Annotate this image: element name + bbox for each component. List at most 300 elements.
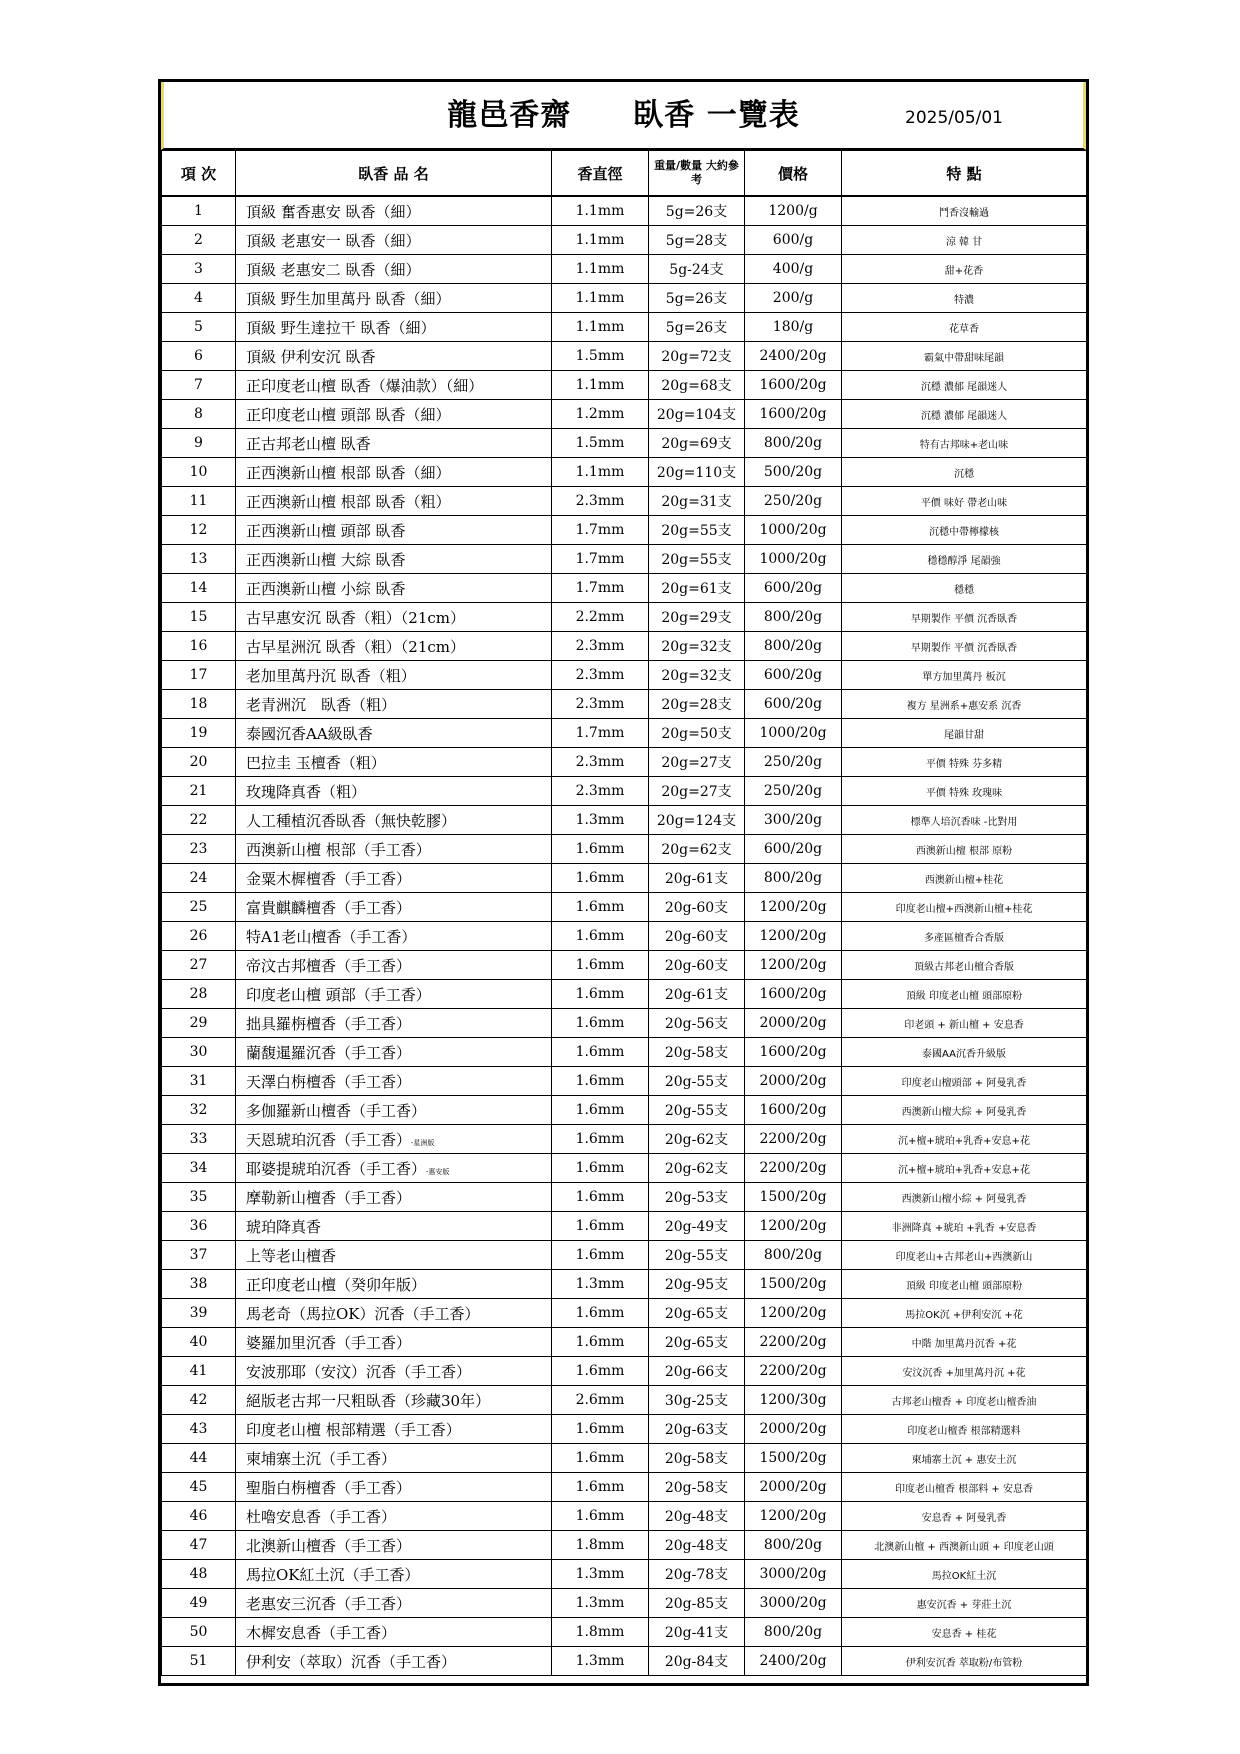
cell-features-text: 特濃 [954, 294, 974, 306]
cell-product-name-text: 正西澳新山檀 根部 臥香（細） [246, 463, 451, 482]
cell-item-no-text: 29 [189, 1015, 208, 1031]
cell-diameter-text: 1.1mm [575, 319, 625, 335]
cell-product-name [236, 1502, 552, 1531]
cell-item-no-text: 48 [189, 1566, 208, 1582]
cell-price [745, 371, 842, 400]
cell-features [842, 893, 1087, 922]
cell-product-name [236, 806, 552, 835]
cell-item-no [162, 864, 236, 893]
cell-weight-count [649, 893, 745, 922]
table-row [162, 980, 1087, 1009]
cell-diameter-text: 2.3mm [575, 696, 625, 712]
table-row [162, 1096, 1087, 1125]
cell-features [842, 864, 1087, 893]
cell-features-text: 印度老山檀頭部 + 阿曼乳香 [901, 1077, 1027, 1089]
cell-product-name-text: 巴拉圭 玉檀香（粗） [246, 753, 386, 772]
cell-product-name-text: 拙具羅栴檀香（手工香） [246, 1014, 412, 1033]
cell-item-no [162, 1009, 236, 1038]
cell-diameter-text: 1.6mm [575, 1073, 625, 1089]
cell-product-name-text: 金粟木樨檀香（手工香） [246, 869, 412, 888]
cell-item-no [162, 1067, 236, 1096]
table-row [162, 690, 1087, 719]
cell-item-no [162, 951, 236, 980]
cell-features [842, 516, 1087, 545]
cell-features [842, 1067, 1087, 1096]
table-row [162, 487, 1087, 516]
cell-features [842, 777, 1087, 806]
cell-weight-count-text: 20g-58支 [664, 1451, 729, 1467]
cell-item-no-text: 43 [189, 1421, 208, 1437]
cell-features-text: 泰國AA沉香升級版 [922, 1048, 1006, 1060]
cell-product-name [236, 1357, 552, 1386]
cell-diameter [552, 371, 649, 400]
cell-diameter-text: 2.6mm [575, 1392, 625, 1408]
cell-diameter [552, 255, 649, 284]
cell-diameter [552, 1618, 649, 1647]
cell-weight-count [649, 980, 745, 1009]
cell-price-text: 800/20g [763, 1247, 823, 1263]
cell-item-no-text: 12 [189, 522, 208, 538]
cell-price [745, 1560, 842, 1589]
cell-price [745, 284, 842, 313]
cell-features [842, 1038, 1087, 1067]
cell-item-no-text: 14 [189, 580, 208, 596]
cell-item-no [162, 574, 236, 603]
cell-diameter-text: 1.7mm [575, 725, 625, 741]
cell-item-no-text: 5 [194, 319, 203, 335]
cell-features [842, 1589, 1087, 1618]
cell-product-name [236, 284, 552, 313]
cell-item-no [162, 1357, 236, 1386]
cell-product-name [236, 1531, 552, 1560]
cell-features [842, 1531, 1087, 1560]
cell-price [745, 661, 842, 690]
cell-diameter [552, 545, 649, 574]
table-row [162, 400, 1087, 429]
cell-features-text: 頂級 印度老山檀 頭部原粉 [905, 990, 1023, 1002]
cell-product-name-text: 正西澳新山檀 頭部 臥香 [246, 521, 406, 540]
cell-weight-count-text: 20g=55支 [661, 552, 732, 568]
cell-price [745, 1125, 842, 1154]
cell-item-no-text: 4 [194, 290, 203, 306]
cell-diameter-text: 1.6mm [575, 1189, 625, 1205]
cell-features [842, 313, 1087, 342]
cell-product-name-text: 琥珀降真香 [246, 1217, 322, 1236]
cell-product-name [236, 1212, 552, 1241]
cell-product-name-text: 杜嚕安息香（手工香） [246, 1507, 397, 1526]
cell-product-name [236, 603, 552, 632]
cell-diameter [552, 1183, 649, 1212]
cell-diameter [552, 690, 649, 719]
cell-price [745, 1386, 842, 1415]
cell-weight-count-text: 20g=104支 [656, 407, 737, 423]
table-row [162, 1647, 1087, 1676]
cell-weight-count [649, 284, 745, 313]
cell-features-text: 西澳新山檀 根部 原粉 [915, 845, 1013, 857]
cell-weight-count [649, 1299, 745, 1328]
cell-weight-count-text: 20g-61支 [664, 871, 729, 887]
cell-item-no-text: 33 [189, 1131, 208, 1147]
cell-features [842, 1154, 1087, 1183]
cell-product-name-text: 印度老山檀 根部精選（手工香） [246, 1420, 461, 1439]
cell-weight-count [649, 1154, 745, 1183]
cell-features [842, 545, 1087, 574]
table-row [162, 1531, 1087, 1560]
cell-product-name-text: 帝汶古邦檀香（手工香） [246, 956, 412, 975]
cell-price-text: 1000/20g [759, 725, 827, 741]
cell-price [745, 864, 842, 893]
cell-features-text: 安息香 + 阿曼乳香 [921, 1512, 1007, 1524]
cell-item-no [162, 458, 236, 487]
cell-product-name [236, 1328, 552, 1357]
cell-item-no-text: 13 [189, 551, 208, 567]
table-row [162, 1560, 1087, 1589]
cell-weight-count [649, 1038, 745, 1067]
table-row [162, 893, 1087, 922]
cell-product-name-text: 絕版老古邦一尺粗臥香（珍藏30年） [246, 1391, 491, 1410]
cell-features-text: 鬥香沒輸過 [939, 207, 989, 219]
cell-item-no-text: 8 [194, 406, 203, 422]
cell-weight-count-text: 20g-49支 [664, 1219, 729, 1235]
cell-diameter-text: 1.6mm [575, 1044, 625, 1060]
cell-features-text: 甜+花香 [944, 265, 984, 277]
cell-product-name [236, 400, 552, 429]
cell-diameter-text: 1.8mm [575, 1624, 625, 1640]
cell-diameter [552, 1154, 649, 1183]
table-row [162, 603, 1087, 632]
cell-product-name-text: 正西澳新山檀 小綜 臥香 [246, 579, 406, 598]
cell-diameter [552, 603, 649, 632]
cell-product-name-text: 婆羅加里沉香（手工香） [246, 1333, 412, 1352]
cell-features-text: 特有古邦味+老山味 [919, 439, 1009, 451]
table-row [162, 1618, 1087, 1647]
cell-price [745, 1067, 842, 1096]
cell-price-text: 1600/20g [759, 1044, 827, 1060]
table-row [162, 806, 1087, 835]
cell-item-no [162, 1241, 236, 1270]
cell-product-name-text: 頂級 老惠安一 臥香（細） [246, 231, 421, 250]
cell-item-no-text: 30 [189, 1044, 208, 1060]
cell-product-name-text: 正印度老山檀（癸卯年版） [246, 1275, 427, 1294]
cell-product-name [236, 313, 552, 342]
cell-price [745, 1241, 842, 1270]
cell-diameter [552, 1096, 649, 1125]
cell-features-text: 古邦老山檀香 + 印度老山檀香油 [891, 1396, 1037, 1408]
table-row [162, 1502, 1087, 1531]
cell-features-text: 早期製作 平價 沉香臥香 [910, 613, 1018, 625]
cell-item-no-text: 23 [189, 841, 208, 857]
cell-features [842, 690, 1087, 719]
cell-features [842, 1125, 1087, 1154]
cell-item-no-text: 46 [189, 1508, 208, 1524]
cell-item-no [162, 545, 236, 574]
cell-features [842, 1212, 1087, 1241]
cell-price [745, 690, 842, 719]
cell-price-text: 1600/20g [759, 986, 827, 1002]
cell-weight-count-text: 20g-61支 [664, 987, 729, 1003]
cell-diameter [552, 342, 649, 371]
cell-product-name [236, 1415, 552, 1444]
cell-price-text: 1200/20g [759, 957, 827, 973]
cell-weight-count [649, 1212, 745, 1241]
cell-weight-count [649, 255, 745, 284]
cell-price-text: 1600/20g [759, 406, 827, 422]
cell-weight-count-text: 20g=32支 [661, 668, 732, 684]
cell-weight-count-text: 20g-48支 [664, 1538, 729, 1554]
cell-diameter [552, 1067, 649, 1096]
cell-weight-count-text: 20g=27支 [661, 784, 732, 800]
cell-weight-count [649, 1009, 745, 1038]
cell-price-text: 1200/20g [759, 928, 827, 944]
table-row [162, 1299, 1087, 1328]
cell-diameter [552, 632, 649, 661]
cell-item-no [162, 1647, 236, 1676]
cell-weight-count-text: 20g=55支 [661, 523, 732, 539]
cell-item-no [162, 748, 236, 777]
cell-diameter-text: 1.6mm [575, 1334, 625, 1350]
cell-features [842, 574, 1087, 603]
cell-item-no [162, 719, 236, 748]
cell-diameter-text: 1.6mm [575, 1218, 625, 1234]
cell-product-name-text: 馬老奇（馬拉OK）沉香（手工香） [246, 1304, 480, 1323]
cell-product-name-text: 正印度老山檀 頭部 臥香（細） [246, 405, 451, 424]
col-header-price: 價格 [745, 151, 842, 197]
cell-item-no [162, 400, 236, 429]
cell-weight-count-text: 20g-55支 [664, 1074, 729, 1090]
cell-weight-count-text: 20g=69支 [661, 436, 732, 452]
cell-diameter [552, 1212, 649, 1241]
cell-product-name [236, 1386, 552, 1415]
cell-product-name [236, 835, 552, 864]
cell-weight-count-text: 5g=26支 [665, 204, 728, 220]
table-row [162, 661, 1087, 690]
cell-item-no [162, 1502, 236, 1531]
cell-product-name [236, 196, 552, 226]
cell-weight-count [649, 1096, 745, 1125]
cell-features [842, 1183, 1087, 1212]
table-row [162, 951, 1087, 980]
cell-price-text: 2400/20g [759, 1653, 827, 1669]
cell-item-no [162, 371, 236, 400]
cell-price [745, 1647, 842, 1676]
table-row [162, 1067, 1087, 1096]
cell-weight-count-text: 20g-56支 [664, 1016, 729, 1032]
cell-features-text: 平價 特殊 芬多精 [925, 758, 1003, 770]
cell-product-name [236, 487, 552, 516]
cell-features [842, 922, 1087, 951]
cell-features [842, 1386, 1087, 1415]
cell-item-no [162, 284, 236, 313]
table-row [162, 574, 1087, 603]
cell-price-text: 1200/20g [759, 899, 827, 915]
cell-price-text: 1500/20g [759, 1450, 827, 1466]
cell-features-text: 涼 韓 甘 [945, 236, 983, 248]
cell-product-name-text: 蘭馥暹羅沉香（手工香） [246, 1043, 412, 1062]
cell-item-no-text: 6 [194, 348, 203, 364]
cell-features [842, 980, 1087, 1009]
cell-price-text: 1200/20g [759, 1508, 827, 1524]
cell-product-name-text: 天澤白栴檀香（手工香） [246, 1072, 412, 1091]
cell-features-text: 馬拉OK沉 +伊利安沉 +花 [905, 1309, 1023, 1321]
cell-features [842, 226, 1087, 255]
cell-price [745, 1473, 842, 1502]
cell-product-name-text: 正西澳新山檀 根部 臥香（粗） [246, 492, 451, 511]
cell-item-no-text: 32 [189, 1102, 208, 1118]
cell-features [842, 1299, 1087, 1328]
cell-diameter-text: 1.6mm [575, 1015, 625, 1031]
cell-diameter-text: 1.3mm [575, 1276, 625, 1292]
cell-diameter-text: 1.6mm [575, 1131, 625, 1147]
cell-product-name-text: 安波那耶（安汶）沉香（手工香） [246, 1362, 472, 1381]
cell-product-name [236, 1241, 552, 1270]
cell-item-no-text: 42 [189, 1392, 208, 1408]
cell-price [745, 516, 842, 545]
table-row [162, 1473, 1087, 1502]
cell-weight-count [649, 1183, 745, 1212]
cell-weight-count [649, 1589, 745, 1618]
cell-weight-count-text: 20g-58支 [664, 1045, 729, 1061]
cell-item-no-text: 47 [189, 1537, 208, 1553]
cell-item-no [162, 1212, 236, 1241]
cell-diameter [552, 1531, 649, 1560]
cell-product-name-text: 老惠安三沉香（手工香） [246, 1594, 412, 1613]
cell-diameter-text: 2.3mm [575, 667, 625, 683]
cell-price-text: 2000/20g [759, 1479, 827, 1495]
cell-weight-count [649, 400, 745, 429]
cell-weight-count [649, 487, 745, 516]
cell-features [842, 806, 1087, 835]
cell-features [842, 1502, 1087, 1531]
cell-diameter-text: 2.3mm [575, 493, 625, 509]
cell-product-name [236, 1589, 552, 1618]
cell-price-text: 300/20g [763, 812, 823, 828]
cell-weight-count [649, 1415, 745, 1444]
cell-price [745, 1444, 842, 1473]
col-header-no: 項 次 [162, 151, 236, 197]
cell-weight-count-text: 20g-84支 [664, 1654, 729, 1670]
cell-product-name [236, 1270, 552, 1299]
cell-diameter-text: 1.1mm [575, 261, 625, 277]
table-row [162, 226, 1087, 255]
cell-item-no-text: 2 [194, 232, 203, 248]
cell-diameter-text: 1.6mm [575, 870, 625, 886]
cell-features [842, 603, 1087, 632]
table-row [162, 371, 1087, 400]
cell-product-name-text: 古早星洲沉 臥香（粗）（21cm） [246, 637, 465, 656]
cell-item-no-text: 40 [189, 1334, 208, 1350]
cell-price-text: 1000/20g [759, 551, 827, 567]
cell-diameter-text: 2.3mm [575, 783, 625, 799]
cell-item-no [162, 1444, 236, 1473]
cell-item-no [162, 690, 236, 719]
cell-product-name-text: 多伽羅新山檀香（手工香） [246, 1101, 427, 1120]
cell-weight-count [649, 835, 745, 864]
cell-product-name [236, 1038, 552, 1067]
table-row [162, 719, 1087, 748]
cell-price [745, 806, 842, 835]
cell-diameter-text: 1.1mm [575, 203, 625, 219]
cell-price-text: 800/20g [763, 609, 823, 625]
cell-weight-count [649, 1357, 745, 1386]
cell-product-name [236, 1618, 552, 1647]
cell-diameter [552, 1009, 649, 1038]
table-row [162, 1183, 1087, 1212]
cell-product-name [236, 1560, 552, 1589]
cell-features [842, 196, 1087, 226]
cell-diameter-text: 1.8mm [575, 1537, 625, 1553]
cell-features-text: 頂級古邦老山檀合香版 [914, 961, 1014, 973]
cell-product-name-text: 木樨安息香（手工香） [246, 1623, 397, 1642]
cell-item-no [162, 226, 236, 255]
cell-weight-count-text: 20g-62支 [664, 1161, 729, 1177]
cell-product-name-text: 聖脂白栴檀香（手工香） [246, 1478, 412, 1497]
cell-item-no-text: 51 [189, 1653, 208, 1669]
cell-product-name [236, 545, 552, 574]
price-sheet [158, 79, 1089, 1686]
cell-item-no-text: 15 [189, 609, 208, 625]
cell-item-no-text: 7 [194, 377, 203, 393]
cell-price [745, 1589, 842, 1618]
cell-price-text: 800/20g [763, 435, 823, 451]
cell-price [745, 1154, 842, 1183]
cell-weight-count [649, 777, 745, 806]
table-row [162, 835, 1087, 864]
cell-diameter [552, 1038, 649, 1067]
cell-weight-count [649, 951, 745, 980]
cell-price-text: 1200/30g [759, 1392, 827, 1408]
cell-item-no-text: 27 [189, 957, 208, 973]
table-row [162, 1328, 1087, 1357]
cell-diameter-text: 1.3mm [575, 1653, 625, 1669]
cell-item-no-text: 1 [194, 203, 203, 219]
cell-features-text: 多產區檀香合香版 [924, 932, 1004, 944]
cell-item-no [162, 1328, 236, 1357]
cell-product-name-text: 馬拉OK紅土沉（手工香） [246, 1565, 420, 1584]
cell-diameter-text: 1.5mm [575, 435, 625, 451]
cell-item-no [162, 1473, 236, 1502]
cell-features-text: 西澳新山檀小綜 + 阿曼乳香 [901, 1193, 1027, 1205]
cell-product-name-text: 上等老山檀香 [246, 1246, 337, 1265]
cell-diameter-text: 1.6mm [575, 1363, 625, 1379]
cell-features [842, 1647, 1087, 1676]
table-row [162, 1357, 1087, 1386]
cell-product-name-text: 西澳新山檀 根部（手工香） [246, 840, 431, 859]
cell-item-no [162, 1299, 236, 1328]
cell-weight-count-text: 20g-53支 [664, 1190, 729, 1206]
cell-product-name [236, 1299, 552, 1328]
table-row [162, 777, 1087, 806]
cell-diameter [552, 1328, 649, 1357]
cell-product-name-text: 古早惠安沉 臥香（粗）（21cm） [246, 608, 465, 627]
cell-diameter [552, 1444, 649, 1473]
cell-price-text: 1500/20g [759, 1189, 827, 1205]
cell-product-name [236, 1009, 552, 1038]
cell-features-text: 北澳新山檀 + 西澳新山頭 + 印度老山頭 [874, 1541, 1054, 1553]
cell-product-name-text: 正印度老山檀 臥香（爆油款）（細） [246, 376, 484, 395]
table-row [162, 748, 1087, 777]
cell-product-name-text: 印度老山檀 頭部（手工香） [246, 985, 431, 1004]
cell-item-no-text: 25 [189, 899, 208, 915]
cell-product-name [236, 516, 552, 545]
cell-features-text: 非洲降真 +琥珀 +乳香 +安息香 [891, 1222, 1037, 1234]
cell-product-name [236, 1096, 552, 1125]
cell-diameter [552, 951, 649, 980]
table-row [162, 864, 1087, 893]
edition-note: -星洲版 [411, 1138, 435, 1147]
cell-item-no-text: 41 [189, 1363, 208, 1379]
cell-features [842, 458, 1087, 487]
cell-product-name-text: 北澳新山檀香（手工香） [246, 1536, 412, 1555]
